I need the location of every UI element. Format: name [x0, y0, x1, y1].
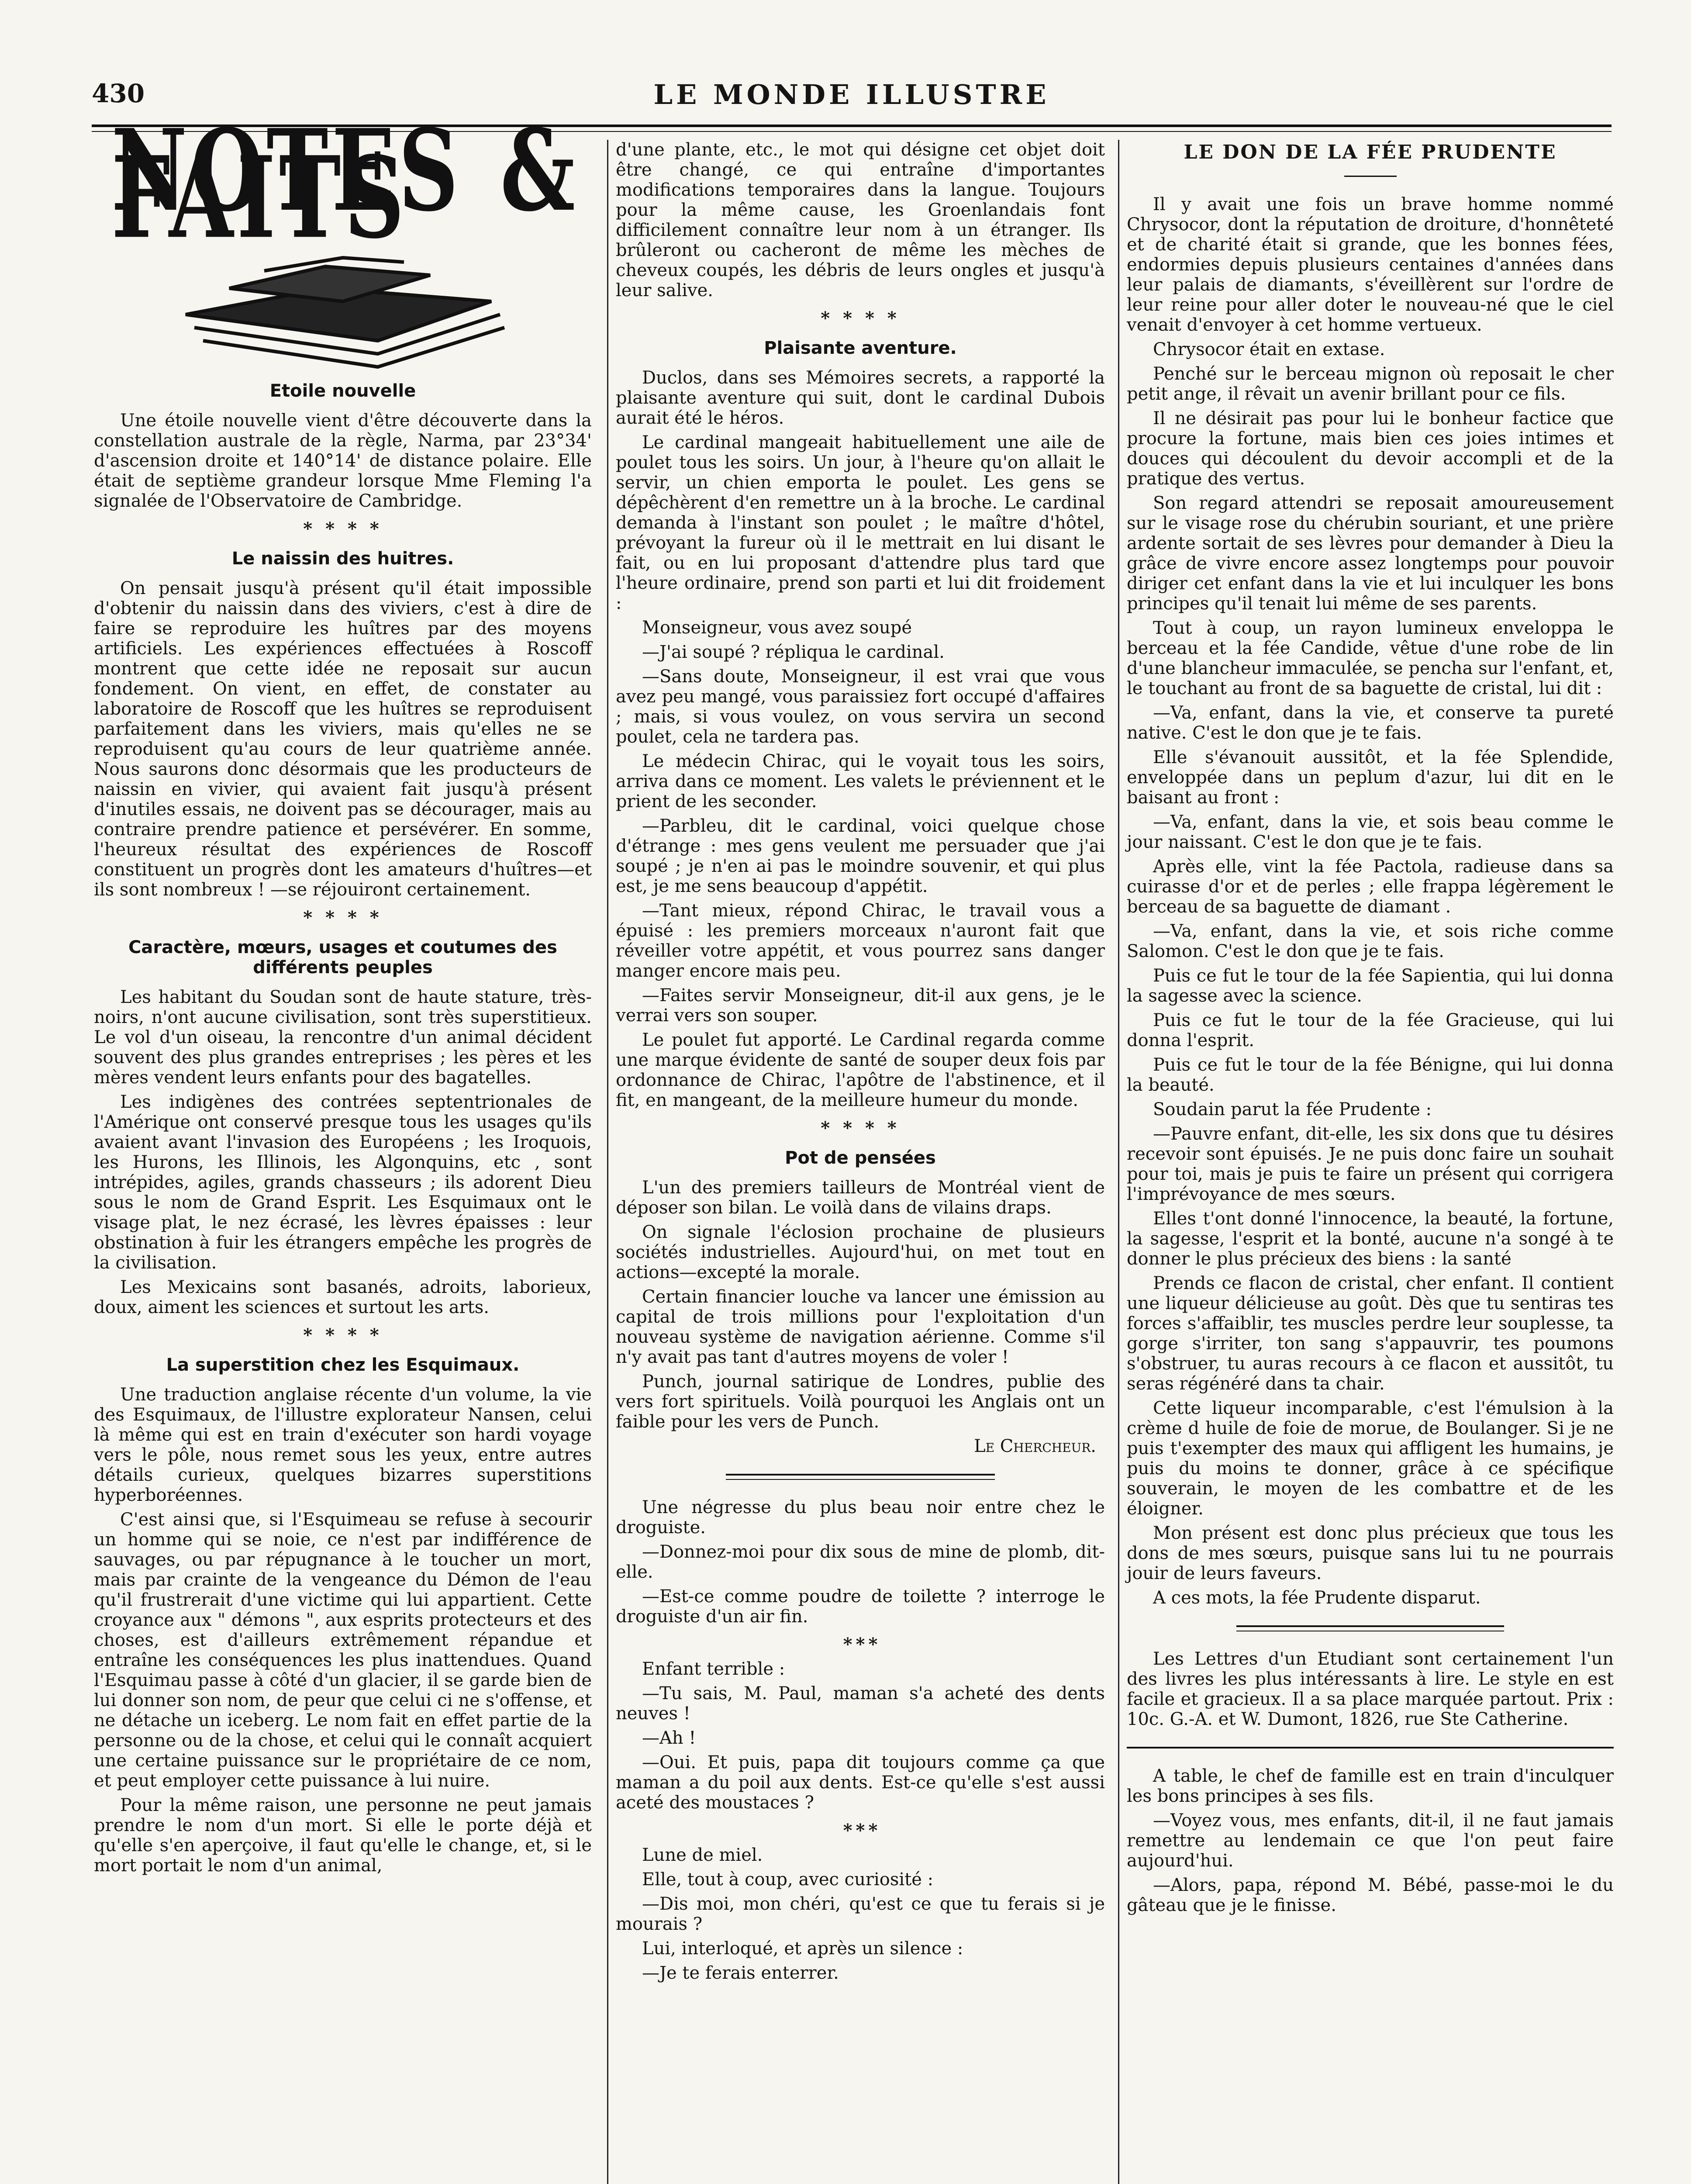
paragraph: Chrysocor était en extase. [1153, 339, 1385, 359]
paragraph: —Oui. Et puis, papa dit toujours comme ça que maman a du poil aux dents. Est-ce qu'elle s'est aussi aceté des moustaces ? [616, 1752, 1105, 1813]
paragraph: —Dis moi, mon chéri, qu'est ce que tu ferais si je mourais ? [616, 1894, 1105, 1934]
paragraph: —J'ai soupé ? répliqua le cardinal. [642, 642, 945, 662]
advertisement: Les Lettres d'un Etudiant sont certainement l'un des livres les plus intéressants à lire. Le style en est facile et gracieux. Il a sa place marquée partout. Prix : 10c. G.-A. et W. Dumont, 1826, rue Ste Catherine. [1127, 1649, 1614, 1729]
paragraph: Cette liqueur incomparable, c'est l'émulsion à la crème d huile de foie de morue, de Boulanger. Si je ne puis t'exempter des maux qui affligent les humains, je puis du moins te donner, grâce à ce spécifique souverain, le moyen de les combattre et de les éloigner. [1127, 1398, 1614, 1519]
section-separator: * * * * [821, 1118, 900, 1138]
divider-rule [1236, 1625, 1504, 1631]
logo-text: NOTES & FAITS [111, 104, 579, 263]
paragraph: Duclos, dans ses Mémoires secrets, a rapporté la plaisante aventure qui suit, dont le cardinal Dubois aurait été le héros. [616, 368, 1105, 428]
paragraph: Une négresse du plus beau noir entre chez le droguiste. [616, 1497, 1105, 1538]
divider-rule-thin [1127, 1747, 1614, 1749]
paragraph: Le cardinal mangeait habituellement une aile de poulet tous les soirs. Un jour, à l'heure qu'on allait le servir, un chien emporta le poulet. Les gens se dépêchèrent d'en remettre un à la broche. Le cardinal demanda à l'instant son poulet ; le maître d'hôtel, prévoyant la fureur où il le mettrait en lui disant le fait, ou en lui proposant d'attendre plus tard que l'heure ordinaire, prend son parti et lui dit froidement : [616, 432, 1105, 613]
paragraph: Il ne désirait pas pour lui le bonheur factice que procure la fortune, mais bien ces joies intimes et douces qui découlent du devoir accompli et de la pratique des vertus. [1127, 408, 1614, 489]
column-3 [1127, 140, 1614, 1920]
paragraph: Puis ce fut le tour de la fée Sapientia, qui lui donna la sagesse avec la science. [1127, 966, 1614, 1006]
paragraph: Le poulet fut apporté. Le Cardinal regarda comme une marque évidente de santé de souper deux fois par ordonnance de Chirac, l'apôtre de l'abstinence, et il fit, en mangeant, de la meilleure humeur du monde. [616, 1030, 1105, 1110]
paragraph: Penché sur le berceau mignon où reposait le cher petit ange, il rêvait un avenir brillant pour ce fils. [1127, 364, 1614, 404]
section-title-pot: Pot de pensées [785, 1148, 936, 1168]
paragraph: Certain financier louche va lancer une émission au capital de trois millions pour l'exploitation d'un nouveau système de navigation aérienne. Comme s'il n'y avait pas tant d'autres moyens de voler ! [616, 1287, 1105, 1367]
paragraph: —Donnez-moi pour dix sous de mine de plomb, dit-elle. [616, 1542, 1105, 1582]
paragraph: Puis ce fut le tour de la fée Gracieuse, qui lui donna l'esprit. [1127, 1010, 1614, 1051]
divider-rule [726, 1474, 995, 1480]
paragraph: A table, le chef de famille est en train d'inculquer les bons principes à ses fils. [1127, 1766, 1614, 1806]
paragraph: Pour la même raison, une personne ne peut jamais prendre le nom d'un mort. Si elle le porte déjà et qu'elle s'en aperçoive, il faut qu'elle le change, et, si le mort portait le nom d'un animal, [94, 1795, 592, 1876]
paragraph: A ces mots, la fée Prudente disparut. [1153, 1588, 1481, 1608]
paragraph: Les Mexicains sont basanés, adroits, laborieux, doux, aiment les sciences et surtout les arts. [94, 1277, 592, 1317]
paragraph: Elles t'ont donné l'innocence, la beauté, la fortune, la sagesse, l'esprit et la bonté, aucune n'a songé à te donner le plus précieux des biens : la santé [1127, 1209, 1614, 1269]
asterism: * * * [843, 1820, 878, 1841]
paragraph: —Parbleu, dit le cardinal, voici quelque chose d'étrange : mes gens veulent me persuader que j'ai soupé ; je n'en ai pas le moindre souvenir, et qui plus est, je me sens beaucoup d'appétit. [616, 816, 1105, 896]
paragraph: On pensait jusqu'à présent qu'il était impossible d'obtenir du naissin dans des viviers, c'est à dire de faire se reproduire les huîtres par des moyens artificiels. Les expériences effectuées à Roscoff montrent que cette idée ne reposait sur aucun fondement. On vient, en effet, de constater au laboratoire de Roscoff que les huîtres se reproduisent parfaitement dans les viviers, mais qu'elles ne se reproduisent qu'au cours de leur quatrième année. Nous saurons donc désormais que les producteurs de naissin en vivier, qui avaient fait jusqu'à présent d'inutiles essais, ne doivent pas se décourager, mais au contraire prendre patience et persévérer. En somme, l'heureux résultat des expériences de Roscoff constituent un progrès dont les amateurs d'huîtres—et ils sont nombreux ! —se réjouiront certainement. [94, 578, 592, 900]
paragraph: Soudain parut la fée Prudente : [1153, 1099, 1432, 1120]
paragraph: —Tu sais, M. Paul, maman s'a acheté des dents neuves ! [616, 1683, 1105, 1724]
paragraph: —Va, enfant, dans la vie, et conserve ta pureté native. C'est le don que je te fais. [1127, 703, 1614, 743]
section-separator: * * * * [303, 907, 383, 928]
column-1 [94, 104, 592, 1880]
paragraph: Punch, journal satirique de Londres, publie des vers fort spirituels. Voilà pourquoi les Anglais ont un faible pour les vers de Punch. [616, 1372, 1105, 1432]
paragraph: —Faites servir Monseigneur, dit-il aux gens, je le verrai vers son souper. [616, 985, 1105, 1026]
paragraph: —Je te ferais enterrer. [642, 1963, 839, 1983]
paragraph: Monseigneur, vous avez soupé [642, 618, 912, 638]
paragraph: —Pauvre enfant, dit-elle, les six dons que tu désires recevoir sont épuisés. Je ne puis donc faire un souhait pour toi, mais je puis te faire un présent qui corrigera l'imprévoyance de mes sœurs. [1127, 1124, 1614, 1204]
paragraph: d'une plante, etc., le mot qui désigne cet objet doit être changé, ce qui entraîne d'importantes modifications temporaires dans la langue. Toujours pour la même cause, les Groenlandais font difficilement connaître leur nom à un étranger. Ils brûleront ou cacheront de même les mèches de cheveux coupés, les débris de leurs ongles et jusqu'à leur salive. [616, 140, 1105, 301]
column-divider-1 [607, 140, 608, 2184]
signature: Le Chercheur. [974, 1436, 1096, 1456]
paragraph: Les habitant du Soudan sont de haute stature, très-noirs, n'ont aucune civilisation, sont très superstitieux. Le vol d'un oiseau, la rencontre d'un animal décident souvent des plus grandes entreprises ; les pères et les mères vendent leurs enfants pour des bagatelles. [94, 987, 592, 1088]
paragraph: L'un des premiers tailleurs de Montréal vient de déposer son bilan. Le voilà dans de vilains draps. [616, 1178, 1105, 1218]
paragraph: —Tant mieux, répond Chirac, le travail vous a épuisé : les premiers morceaux n'auront fait que réveiller votre appétit, et vous pourrez sans danger manger encore mais peu. [616, 901, 1105, 981]
paragraph: Le médecin Chirac, qui le voyait tous les soirs, arriva dans ce moment. Les valets le préviennent et le prient de les seconder. [616, 751, 1105, 812]
notes-faits-logo [98, 104, 579, 371]
paragraph: Une étoile nouvelle vient d'être découverte dans la constellation australe de la règle, Narma, par 23°34' d'ascension droite et 140°14' de distance polaire. Elle était de septième grandeur lorsque Mme Fleming l'a signalée de l'Observatoire de Cambridge. [94, 411, 592, 511]
journal-title: LE MONDE ILLUSTRE [653, 79, 1050, 111]
paragraph: Elle, tout à coup, avec curiosité : [642, 1870, 934, 1890]
title-rule [1344, 176, 1397, 177]
section-title-caractere: Caractère, mœurs, usages et coutumes des différents peuples [128, 937, 557, 978]
books-stack-icon [98, 104, 579, 371]
paragraph: Lui, interloqué, et après un silence : [642, 1939, 963, 1959]
asterism: * * * [843, 1634, 878, 1655]
paragraph: —Ah ! [642, 1728, 696, 1748]
story-title: LE DON DE LA FÉE PRUDENTE [1184, 141, 1557, 163]
paragraph: —Alors, papa, répond M. Bébé, passe-moi le du gâteau que je le finisse. [1127, 1875, 1614, 1915]
paragraph: Mon présent est donc plus précieux que tous les dons de mes sœurs, puisque sans lui tu ne pourrais jouir de leurs faveurs. [1127, 1523, 1614, 1583]
paragraph: Tout à coup, un rayon lumineux enveloppa le berceau et la fée Candide, vêtue d'une robe de lin d'une blancheur immaculée, se pencha sur l'enfant, et, le touchant au front de sa baguette de cristal, lui dit : [1127, 618, 1614, 698]
column-2 [616, 140, 1105, 1987]
paragraph: On signale l'éclosion prochaine de plusieurs sociétés industrielles. Aujourd'hui, on met tout en actions—excepté la morale. [616, 1222, 1105, 1282]
section-separator: * * * * [303, 1325, 383, 1345]
paragraph: Il y avait une fois un brave homme nommé Chrysocor, dont la réputation de droiture, d'honnêteté et de charité était si grande, que les bonnes fées, endormies depuis plusieurs centaines d'années dans leur palais de diamants, s'éveillèrent sur l'ordre de leur reine pour aller doter le nouveau-né que le ciel venait d'envoyer à cet homme vertueux. [1127, 194, 1614, 335]
section-title-etoile: Etoile nouvelle [269, 381, 416, 401]
paragraph: Après elle, vint la fée Pactola, radieuse dans sa cuirasse d'or et de perles ; elle frappa légèrement le berceau de sa baguette de diamant . [1127, 857, 1614, 917]
paragraph: Enfant terrible : [642, 1659, 785, 1679]
paragraph: Puis ce fut le tour de la fée Bénigne, qui lui donna la beauté. [1127, 1055, 1614, 1095]
paragraph: —Va, enfant, dans la vie, et sois beau comme le jour naissant. C'est le don que je te fais. [1127, 812, 1614, 852]
paragraph: C'est ainsi que, si l'Esquimeau se refuse à secourir un homme qui se noie, ce n'est par indifférence de sauvages, ou par répugnance à le toucher un mort, mais par crainte de la vengeance du Démon de l'eau qu'il frustrerait d'une victime qui lui appartient. Cette croyance aux " démons ", aux esprits protecteurs et des choses, est d'ailleurs extrêmement répandue et entraîne les conséquences les plus inattendues. Quand l'Esquimau passe à côté d'un glacier, il se garde bien de lui donner son nom, de peur que celui ci ne s'offense, et ne détache un iceberg. Le nom fait en effet partie de la personne ou de la chose, et celui qui le connaît acquiert une certaine puissance sur le propriétaire de ce nom, et peut employer cette puissance à lui nuire. [94, 1510, 592, 1791]
paragraph: —Sans doute, Monseigneur, il est vrai que vous avez peu mangé, vous paraissiez fort occupé d'affaires ; mais, si vous voulez, on vous servira un second poulet, cela ne tardera pas. [616, 667, 1105, 747]
paragraph: Prends ce flacon de cristal, cher enfant. Il contient une liqueur délicieuse au goût. Dès que tu sentiras tes forces s'affaiblir, tes muscles perdre leur souplesse, ta gorge s'irriter, ton sang s'appauvrir, tes poumons s'obstruer, tu auras recours à ce flacon et aussitôt, tu seras régénéré dans ta chair. [1127, 1273, 1614, 1394]
paragraph: —Est-ce comme poudre de toilette ? interroge le droguiste d'un air fin. [616, 1586, 1105, 1627]
column-divider-2 [1118, 140, 1119, 2184]
section-title-plaisante: Plaisante aventure. [764, 338, 957, 358]
paragraph: Elle s'évanouit aussitôt, et la fée Splendide, enveloppée dans un peplum d'azur, lui dit en le baisant au front : [1127, 747, 1614, 808]
paragraph: —Voyez vous, mes enfants, dit-il, il ne faut jamais remettre au lendemain ce que l'on peut faire aujourd'hui. [1127, 1811, 1614, 1871]
paragraph: Les indigènes des contrées septentrionales de l'Amérique ont conservé presque tous les usages qu'ils avaient avant l'invasion des Européens ; les Iroquois, les Hurons, les Illinois, les Algonquins, etc , sont intrépides, agiles, grands chasseurs ; ils adorent Dieu sous le nom de Grand Esprit. Les Esquimaux ont le visage plat, le nez écrasé, les lèvres épaisses : leur obstination à fuir les étrangers empêche les progrès de la civilisation. [94, 1092, 592, 1273]
paragraph: Une traduction anglaise récente d'un volume, la vie des Esquimaux, de l'illustre explorateur Nansen, celui là même qui est en train d'exécuter son hardi voyage vers le pôle, nous remet sous les yeux, entre autres détails curieux, quelques bizarres superstitions hyperboréennes. [94, 1385, 592, 1505]
section-separator: * * * * [821, 308, 900, 328]
page-number: 430 [92, 79, 145, 108]
section-title-naissin: Le naissin des huitres. [231, 549, 454, 569]
paragraph: —Va, enfant, dans la vie, et sois riche comme Salomon. C'est le don que je te fais. [1127, 921, 1614, 961]
section-title-superstition: La superstition chez les Esquimaux. [166, 1355, 520, 1375]
paragraph: Lune de miel. [642, 1845, 763, 1865]
section-separator: * * * * [303, 518, 383, 539]
paragraph: Son regard attendri se reposait amoureusement sur le visage rose du chérubin souriant, et une prière ardente sortait de ses lèvres pour demander à Dieu la grâce de vivre encore assez longtemps pour pouvoir diriger cet enfant dans la vie et lui inculquer les bons principes qu'il tenait lui même de ses parents. [1127, 493, 1614, 614]
